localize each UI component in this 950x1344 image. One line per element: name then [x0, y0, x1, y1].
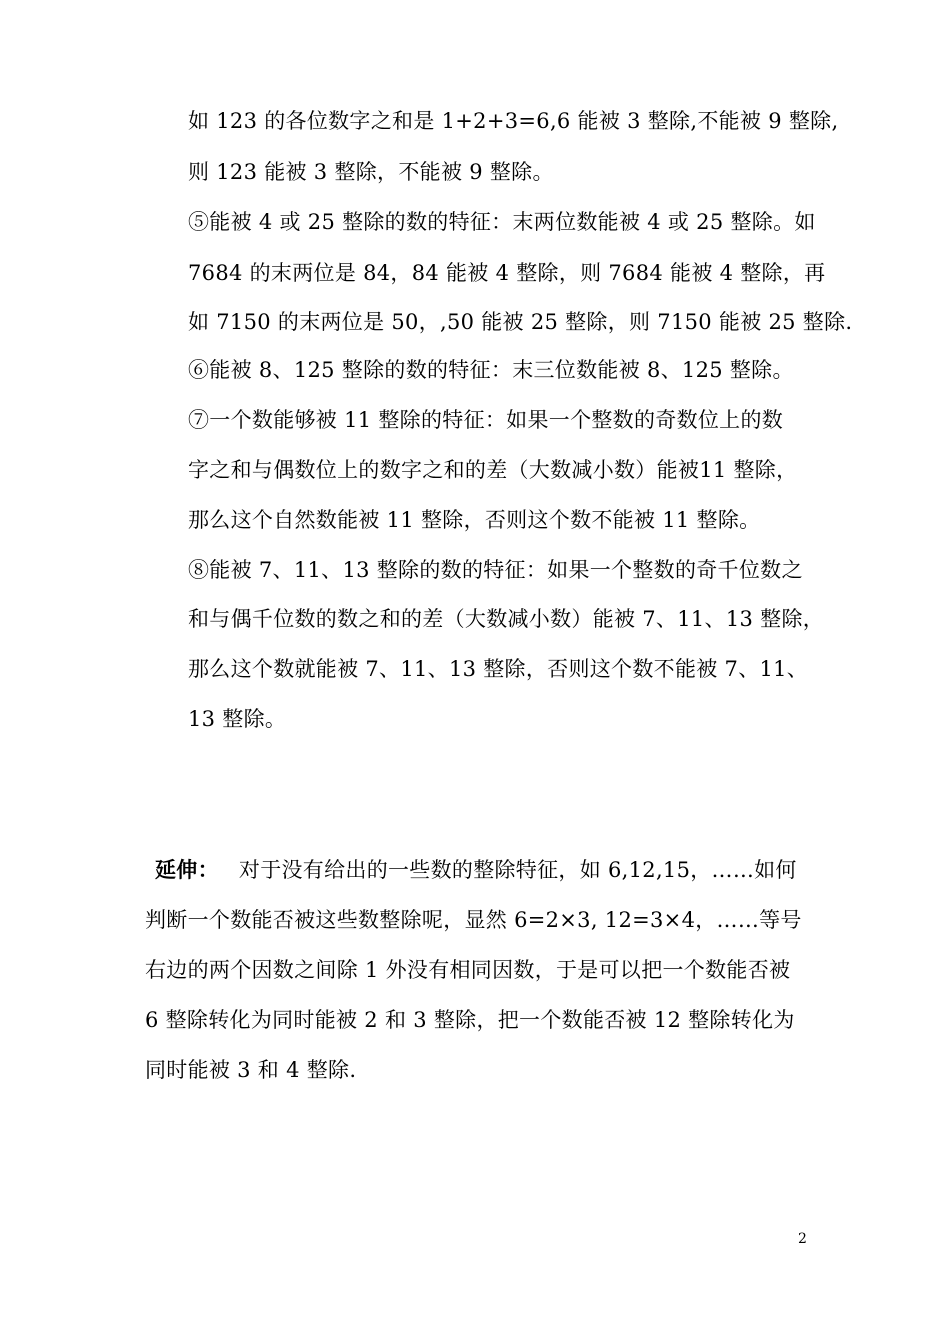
rule-line-4: 7684 的末两位是 84，84 能被 4 整除，则 7684 能被 4 整除，再	[188, 261, 826, 285]
page-number: 2	[798, 1231, 807, 1247]
rule-line-1: 如 123 的各位数字之和是 1+2+3=6,6 能被 3 整除,不能被 9 整除,	[188, 109, 839, 133]
extension-label: 延伸：	[155, 857, 219, 882]
rule-line-8: 字之和与偶数位上的数字之和的差（大数减小数）能被11 整除，	[188, 458, 798, 482]
rule-line-11: 和与偶千位数的数之和的差（大数减小数）能被 7、11、13 整除，	[188, 607, 825, 631]
extension-line-4: 6 整除转化为同时能被 2 和 3 整除，把一个数能否被 12 整除转化为	[145, 1008, 795, 1032]
rule-line-3: ⑤能被 4 或 25 整除的数的特征：末两位数能被 4 或 25 整除。如	[188, 210, 816, 234]
rule-line-12: 那么这个数就能被 7、11、13 整除，否则这个数不能被 7、11、	[188, 657, 809, 681]
extension-line-5: 同时能被 3 和 4 整除.	[145, 1058, 357, 1082]
rule-line-9: 那么这个自然数能被 11 整除，否则这个数不能被 11 整除。	[188, 508, 761, 532]
rule-line-7: ⑦一个数能够被 11 整除的特征：如果一个整数的奇数位上的数	[188, 408, 784, 432]
rule-line-6: ⑥能被 8、125 整除的数的特征：末三位数能被 8、125 整除。	[188, 358, 794, 382]
rule-line-10: ⑧能被 7、11、13 整除的数的特征：如果一个整数的奇千位数之	[188, 558, 803, 582]
rule-line-2: 则 123 能被 3 整除，不能被 9 整除。	[188, 160, 554, 184]
extension-line-2: 判断一个数能否被这些数整除呢，显然 6=2×3, 12=3×4，……等号	[145, 908, 802, 932]
extension-first-line: 对于没有给出的一些数的整除特征，如 6,12,15，……如何	[238, 858, 797, 882]
extension-line-1	[155, 855, 797, 885]
extension-line-3: 右边的两个因数之间除 1 外没有相同因数，于是可以把一个数能否被	[145, 958, 791, 982]
rule-line-13: 13 整除。	[188, 707, 287, 731]
rule-line-5: 如 7150 的末两位是 50，,50 能被 25 整除，则 7150 能被 25 整除.	[188, 310, 853, 334]
